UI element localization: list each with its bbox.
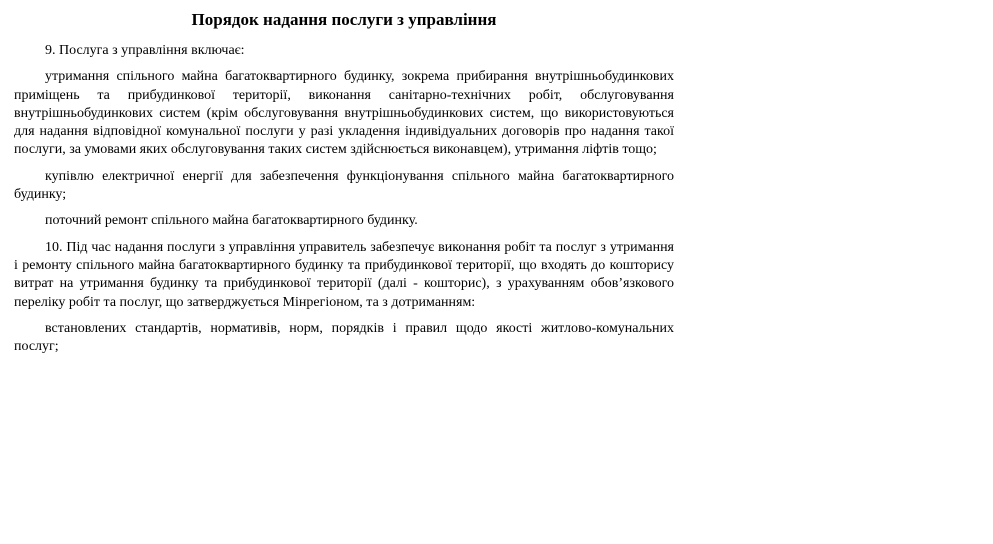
paragraph-repair: поточний ремонт спільного майна багатоквартирного будинку. [45, 213, 418, 229]
document-title: Порядок надання послуги з управління [191, 10, 497, 29]
paragraph-item-10: 10. Під час надання послуги з управління управитель забезпечує виконання робіт та послуг з утримання і ремонту спільного майна багатоквартирного будинку та прибудинкової території, що входять до кошторису витрат на утримання будинку та прибудинкової території (далі - кошторис), з урахуванням обов’язкового переліку робіт та послуг, що затверджується Мінрегіоном, та з дотриманням: [14, 239, 674, 310]
paragraph-electricity: купівлю електричної енергії для забезпечення функціонування спільного майна багатоквартирного будинку; [14, 168, 674, 203]
paragraph-maintenance: утримання спільного майна багатоквартирного будинку, зокрема прибирання внутрішньобудинкових приміщень та прибудинкової території, виконання санітарно-технічних робіт, обслуговування внутрішньобудинкових систем (крім обслуговування внутрішньобудинкових систем, що використовуються для надання відповідної комунальної послуги у разі укладення індивідуальних договорів про надання такої послуги, за умовами яких обслуговування таких систем здійснюється виконавцем), утримання ліфтів тощо; [14, 69, 674, 158]
document-body [14, 8, 674, 364]
paragraph-standards: встановлених стандартів, нормативів, норм, порядків і правил щодо якості житлово-комунальних послуг; [14, 320, 674, 355]
paragraph-item-9: 9. Послуга з управління включає: [45, 43, 245, 58]
